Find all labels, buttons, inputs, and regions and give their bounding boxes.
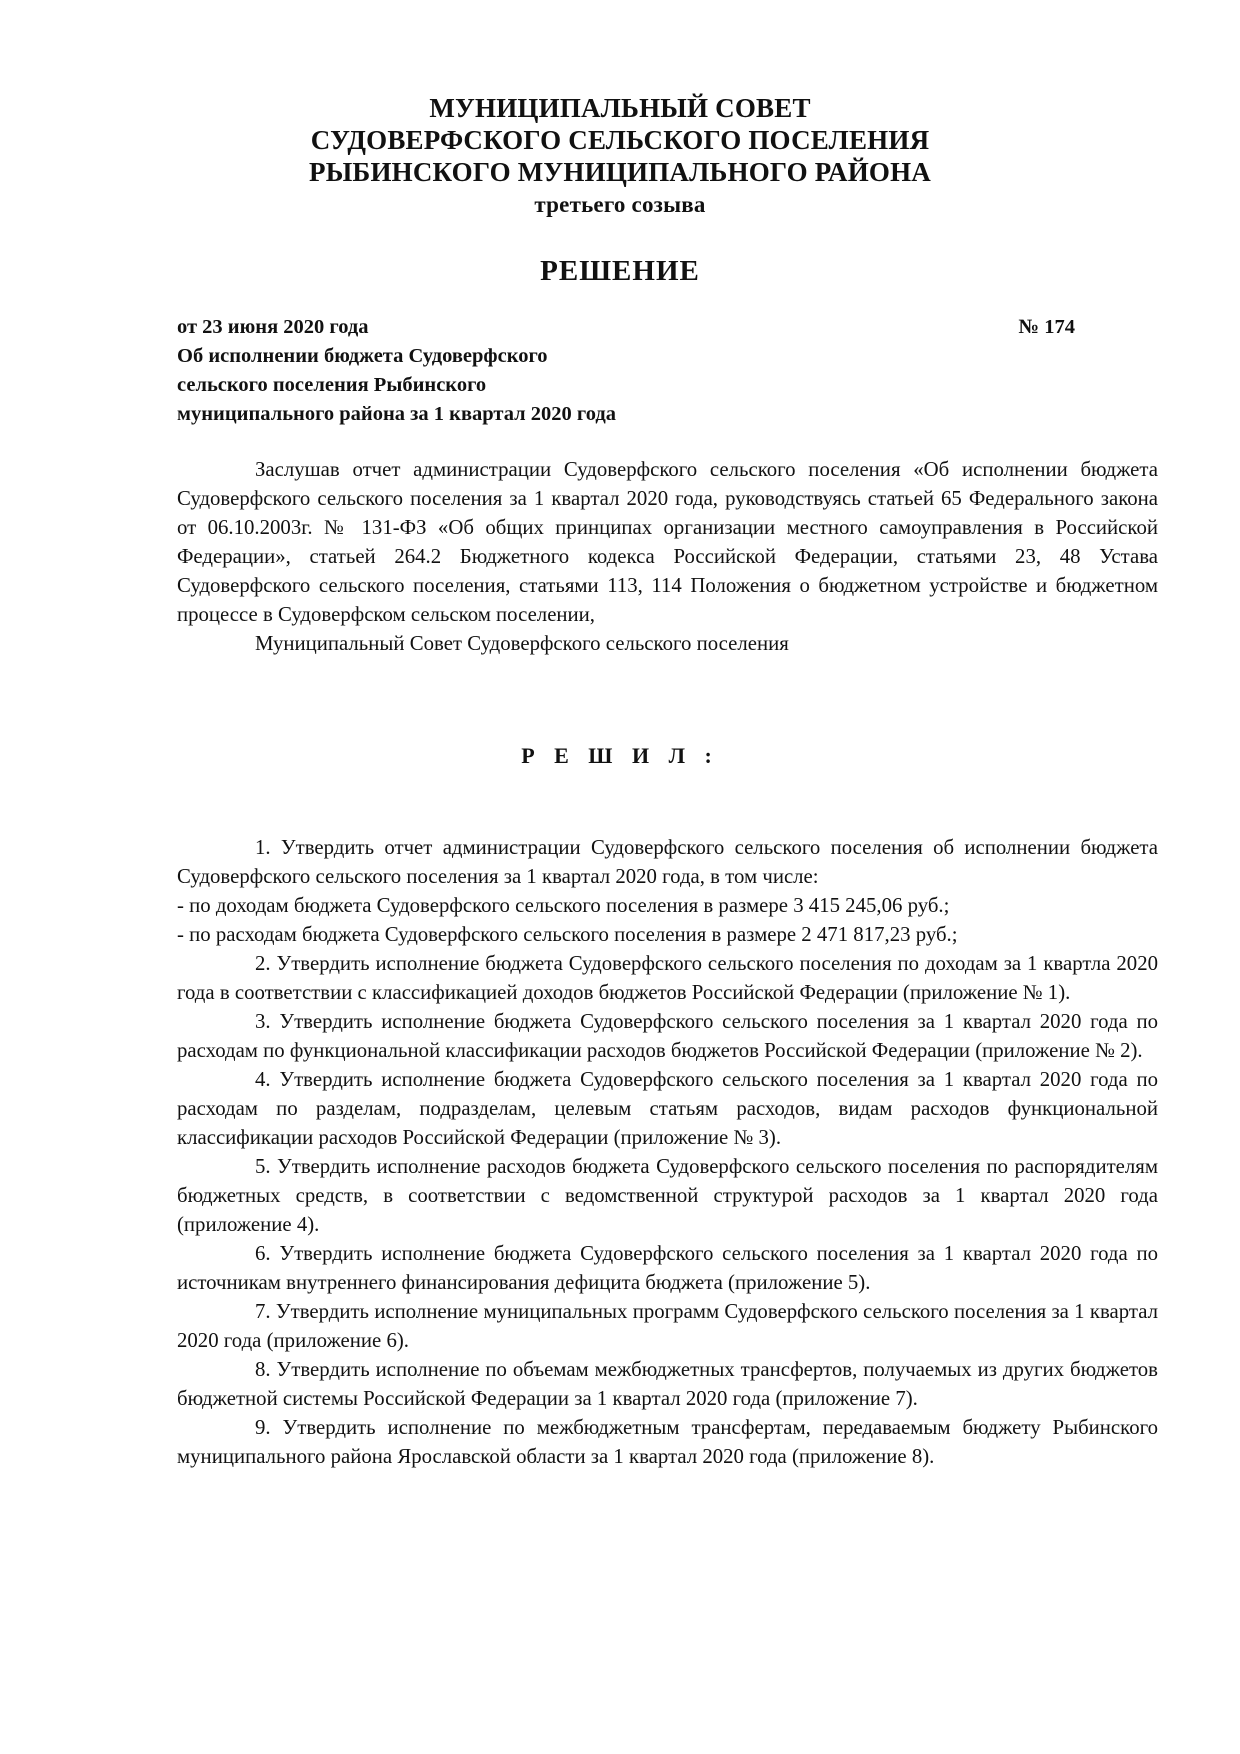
header-convocation: третьего созыва bbox=[534, 192, 706, 217]
date-number-row bbox=[177, 313, 1075, 342]
subject-line: сельского поселения Рыбинского bbox=[177, 374, 487, 396]
document-meta bbox=[177, 313, 1075, 429]
resolved-heading: Р Е Ш И Л : bbox=[521, 743, 719, 768]
resolution-item-9: 9. Утвердить исполнение по межбюджетным трансфертам, передаваемым бюджету Рыбинского муниципального района Ярославской области за 1 квартал 2020 года (приложение 8). bbox=[177, 1416, 1158, 1468]
preamble bbox=[177, 455, 1158, 658]
resolution-item-2: 2. Утвердить исполнение бюджета Судоверфского сельского поселения по доходам за 1 квартла 2020 года в соответствии с классификацией доходов бюджетов Российской Федерации (приложение № 1). bbox=[177, 952, 1158, 1004]
resolution-item-8: 8. Утвердить исполнение по объемам межбюджетных трансфертов, получаемых из других бюджетов бюджетной системы Российской Федерации за 1 квартал 2020 года (приложение 7). bbox=[177, 1358, 1158, 1410]
header-settlement-name: СУДОВЕРФСКОГО СЕЛЬСКОГО ПОСЕЛЕНИЯ bbox=[310, 125, 930, 155]
resolution-item-7: 7. Утвердить исполнение муниципальных программ Судоверфского сельского поселения за 1 квартал 2020 года (приложение 6). bbox=[177, 1300, 1158, 1352]
expense-line: - по расходам бюджета Судоверфского сельского поселения в размере 2 471 817,23 руб.; bbox=[177, 923, 958, 946]
resolution-item-3: 3. Утвердить исполнение бюджета Судоверфского сельского поселения за 1 квартал 2020 года по расходам по функциональной классификации расходов бюджетов Российской Федерации (приложение № 2). bbox=[177, 1010, 1158, 1062]
header-district-name: РЫБИНСКОГО МУНИЦИПАЛЬНОГО РАЙОНА bbox=[309, 157, 931, 187]
subject-line: муниципального района за 1 квартал 2020 года bbox=[177, 403, 617, 425]
header-council-name: МУНИЦИПАЛЬНЫЙ СОВЕТ bbox=[429, 93, 811, 123]
document-number: № 174 bbox=[1018, 316, 1075, 338]
council-line: Муниципальный Совет Судоверфского сельского поселения bbox=[255, 632, 789, 655]
income-line: - по доходам бюджета Судоверфского сельского поселения в размере 3 415 245,06 руб.; bbox=[177, 894, 950, 917]
resolution-item-6: 6. Утвердить исполнение бюджета Судоверфского сельского поселения за 1 квартал 2020 года по источникам внутреннего финансирования дефицита бюджета (приложение 5). bbox=[177, 1242, 1158, 1294]
preamble-paragraph: Заслушав отчет администрации Судоверфского сельского поселения «Об исполнении бюджета Судоверфского сельского поселения за 1 квартал 2020 года, руководствуясь статьей 65 Федерального закона от 06.10.2003г. № 131-ФЗ «Об общих принципах организации местного самоуправления в Российской Федерации», статьей 264.2 Бюджетного кодекса Российской Федерации, статьями 23, 48 Устава Судоверфского сельского поселения, статьями 113, 114 Положения о бюджетном устройстве и бюджетном процессе в Судоверфском сельском поселении, bbox=[177, 458, 1158, 626]
document-subject bbox=[177, 342, 1075, 429]
document-type-title: РЕШЕНИЕ bbox=[540, 255, 700, 287]
resolution-item-5: 5. Утвердить исполнение расходов бюджета Судоверфского сельского поселения по распорядителям бюджетных средств, в соответствии с ведомственной структурой расходов за 1 квартал 2020 года (приложение 4). bbox=[177, 1155, 1158, 1236]
resolution-item-4: 4. Утвердить исполнение бюджета Судоверфского сельского поселения за 1 квартал 2020 года по расходам по разделам, подразделам, целевым статьям расходов, видам расходов функциональной классификации расходов Российской Федерации (приложение № 3). bbox=[177, 1068, 1158, 1149]
resolution-items bbox=[177, 833, 1158, 1471]
document-header bbox=[0, 92, 1240, 221]
resolution-item-1: 1. Утвердить отчет администрации Судоверфского сельского поселения об исполнении бюджета Судоверфского сельского поселения за 1 квартал 2020 года, в том числе: bbox=[177, 836, 1158, 888]
subject-line: Об исполнении бюджета Судоверфского bbox=[177, 345, 548, 367]
document-date: от 23 июня 2020 года bbox=[177, 316, 369, 338]
